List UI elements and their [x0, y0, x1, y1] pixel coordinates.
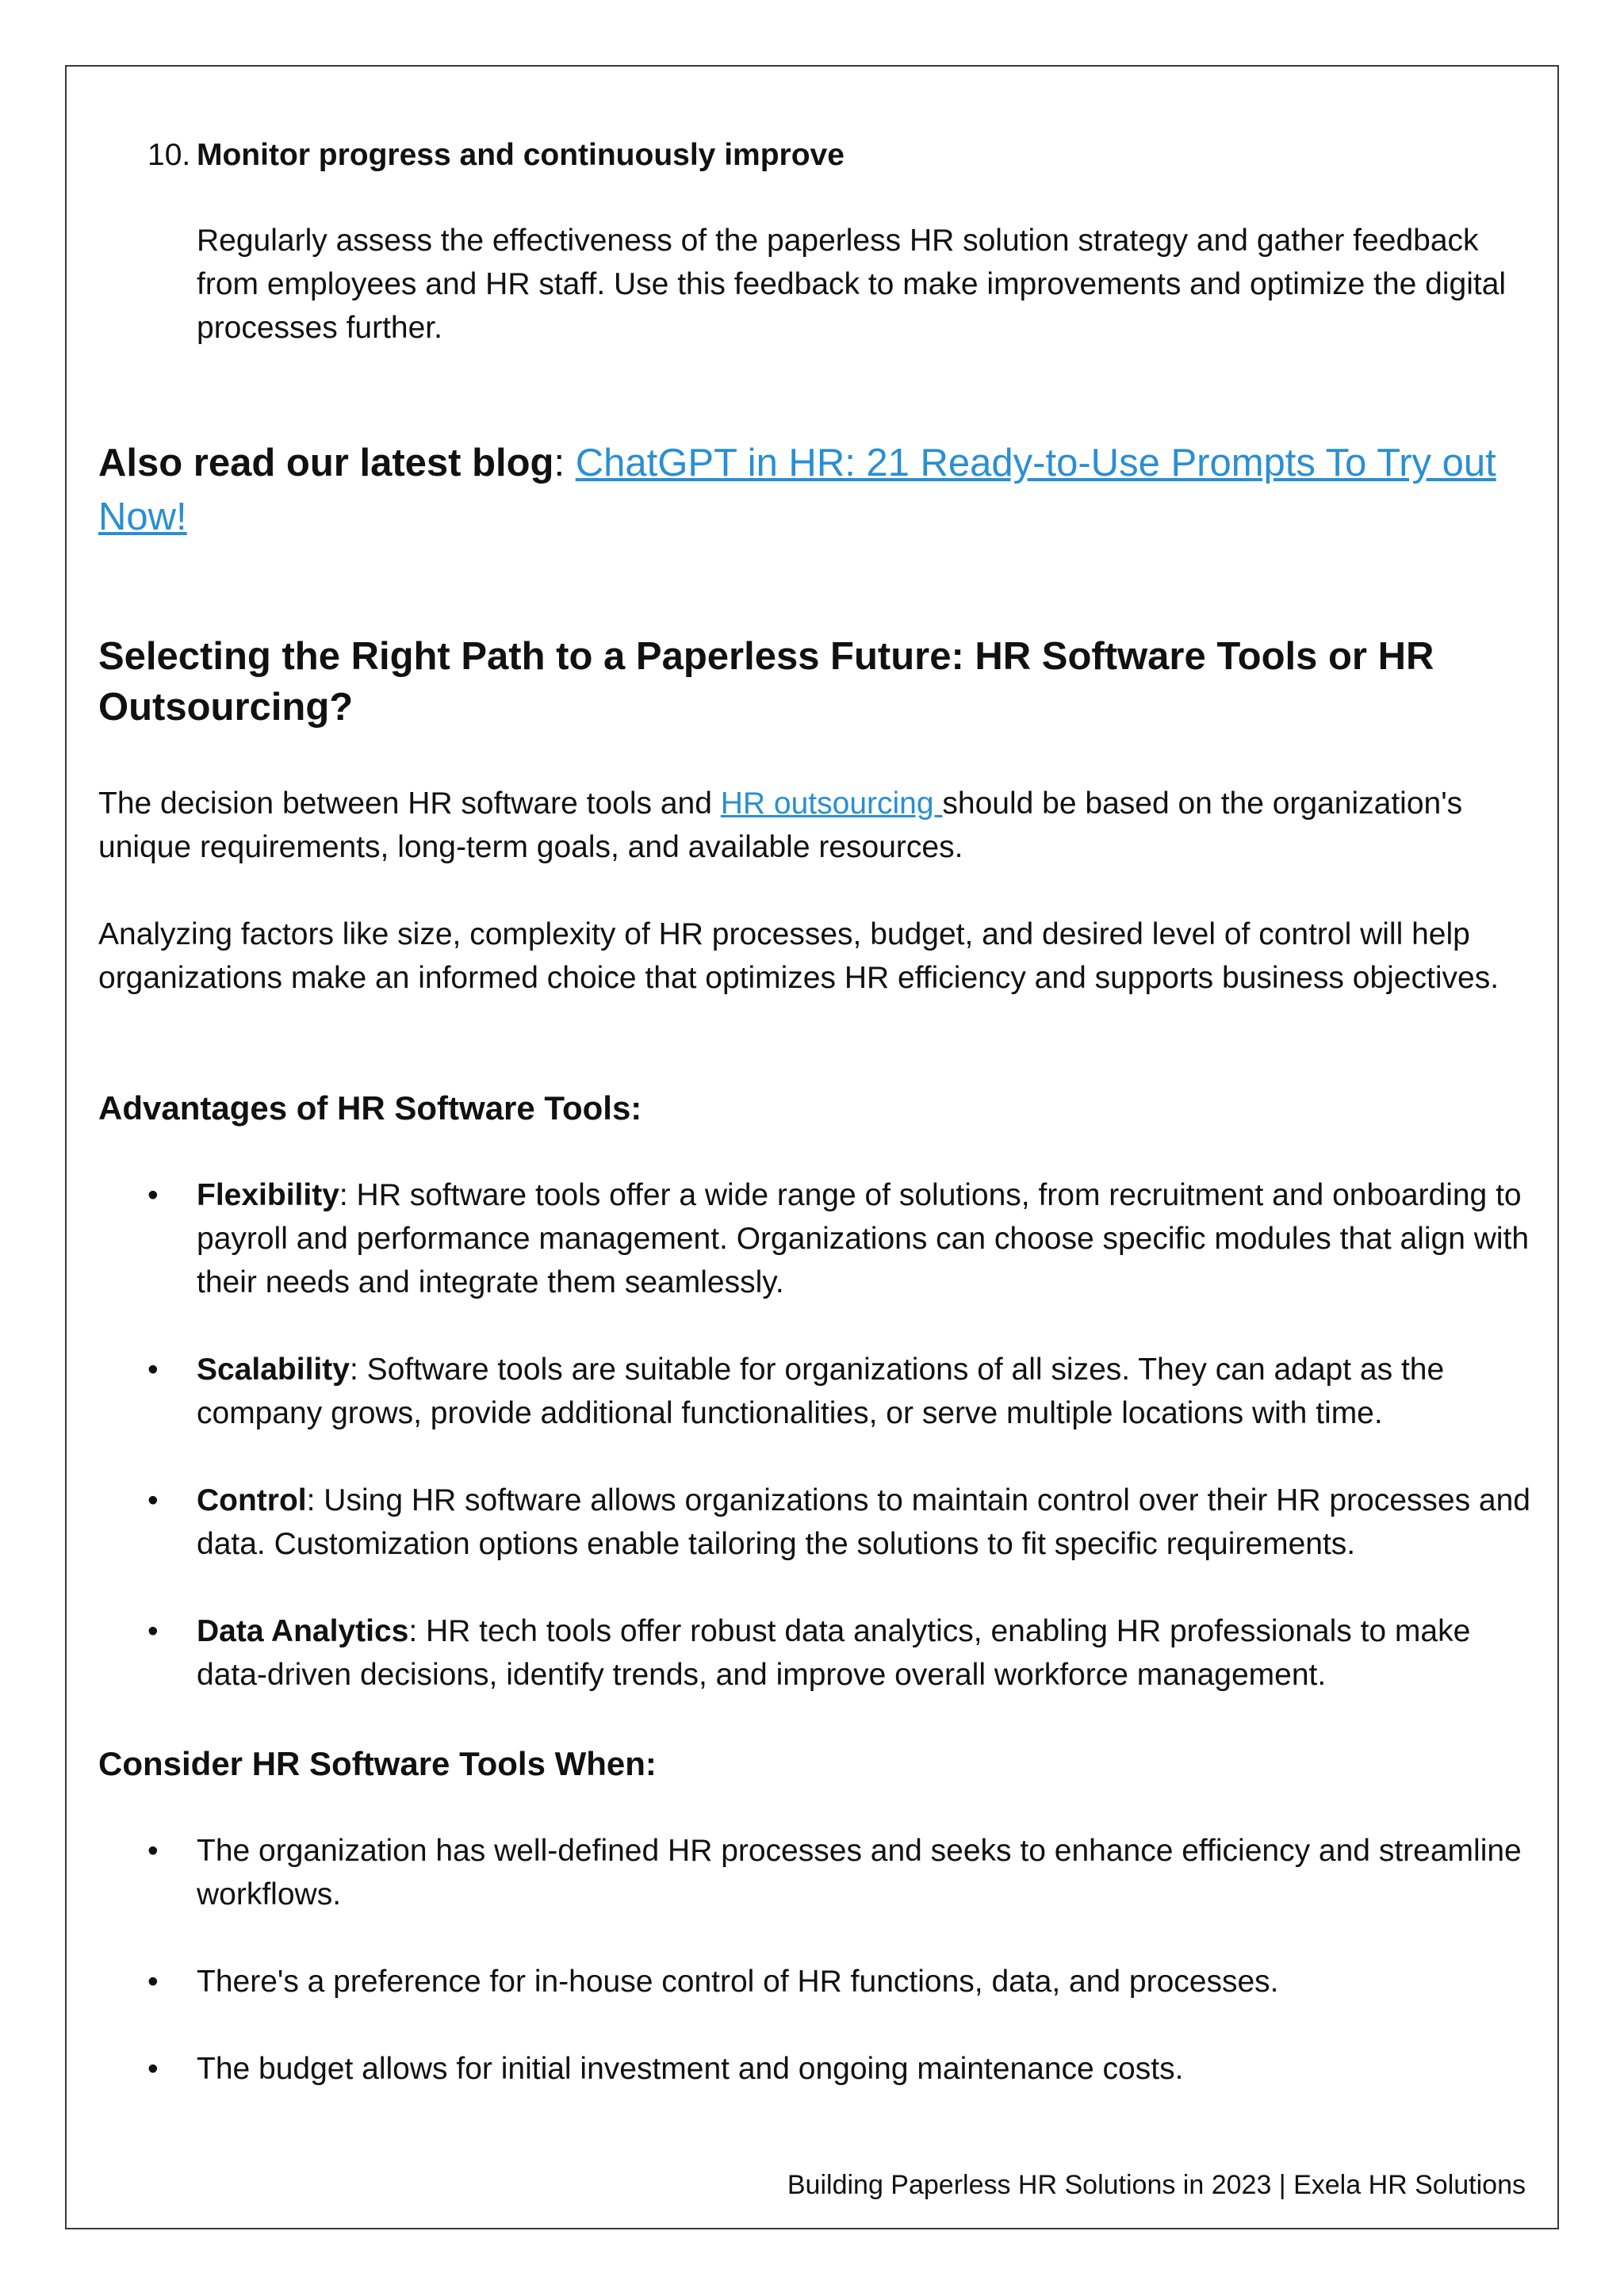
consider-heading: Consider HR Software Tools When:: [98, 1745, 657, 1782]
bullet-text: The budget allows for initial investment and ongoing maintenance costs.: [197, 2052, 1184, 2086]
bullet-icon: •: [147, 1965, 159, 1999]
bullet-text: The organization has well-defined HR processes and seeks to enhance efficiency and streamline workflows.: [197, 1834, 1522, 1911]
hr-outsourcing-link[interactable]: HR outsourcing: [720, 786, 943, 821]
list-item: [147, 1479, 1538, 1566]
list-item: [147, 1960, 1538, 2003]
bullet-text: : Software tools are suitable for organizations of all sizes. They can adapt as the company grows, provide additional functionalities, or serve multiple locations with time.: [197, 1353, 1445, 1430]
advantages-heading: Advantages of HR Software Tools:: [98, 1089, 642, 1127]
numbered-item-title: Monitor progress and continuously improve: [197, 138, 845, 172]
paragraph-text: The decision between HR software tools and: [98, 786, 721, 821]
bullet-text: : HR tech tools offer robust data analytics, enabling HR professionals to make data-driven decisions, identify trends, and improve overall workforce management.: [197, 1614, 1471, 1692]
numbered-item-body: Regularly assess the effectiveness of the paperless HR solution strategy and gather feedback from employees and HR staff. Use this feedback to make improvements and optimize the digital processes further.: [197, 224, 1507, 345]
section-heading: Selecting the Right Path to a Paperless Future: HR Software Tools or HR Outsourcing?: [98, 635, 1434, 729]
bullet-term: Data Analytics: [197, 1614, 409, 1648]
blog-link[interactable]: ChatGPT in HR: 21 Ready-to-Use Prompts To Try out Now!: [98, 442, 1496, 538]
list-item: [147, 1173, 1538, 1304]
bullet-icon: •: [147, 1353, 159, 1387]
bullet-text: There's a preference for in-house control of HR functions, data, and processes.: [197, 1965, 1279, 1999]
list-item: [147, 2047, 1538, 2091]
page-footer: Building Paperless HR Solutions in 2023 | Exela HR Solutions: [787, 2170, 1526, 2200]
paragraph-decision: [98, 782, 1534, 869]
bullet-text: : Using HR software allows organizations to maintain control over their HR processes and data. Customization options enable tailoring the solutions to fit specific requirements.: [197, 1483, 1530, 1561]
bullet-text: : HR software tools offer a wide range of solutions, from recruitment and onboarding to payroll and performance management. Organizations can choose specific modules that align with their needs and integrate them seamlessly.: [197, 1178, 1530, 1299]
list-number: 10.: [147, 138, 191, 172]
also-read-lead: Also read our latest blog: [98, 442, 554, 484]
paragraph-text: should be based on the organization's unique requirements, long-term goals, and available resources.: [98, 786, 1463, 864]
paragraph-analysis: Analyzing factors like size, complexity of HR processes, budget, and desired level of control will help organizations make an informed choice that optimizes HR efficiency and supports business objectives.: [98, 917, 1500, 995]
bullet-icon: •: [147, 2052, 159, 2086]
bullet-term: Control: [197, 1483, 307, 1517]
list-item: [147, 1829, 1538, 1916]
bullet-icon: •: [147, 1483, 159, 1517]
bullet-icon: •: [147, 1178, 159, 1212]
list-item: [147, 1348, 1538, 1435]
bullet-term: Scalability: [197, 1353, 350, 1387]
bullet-icon: •: [147, 1614, 159, 1648]
bullet-term: Flexibility: [197, 1178, 339, 1212]
also-read-callout: [98, 436, 1534, 544]
list-item: [147, 1609, 1538, 1697]
bullet-icon: •: [147, 1834, 159, 1868]
also-read-separator: :: [553, 442, 576, 484]
